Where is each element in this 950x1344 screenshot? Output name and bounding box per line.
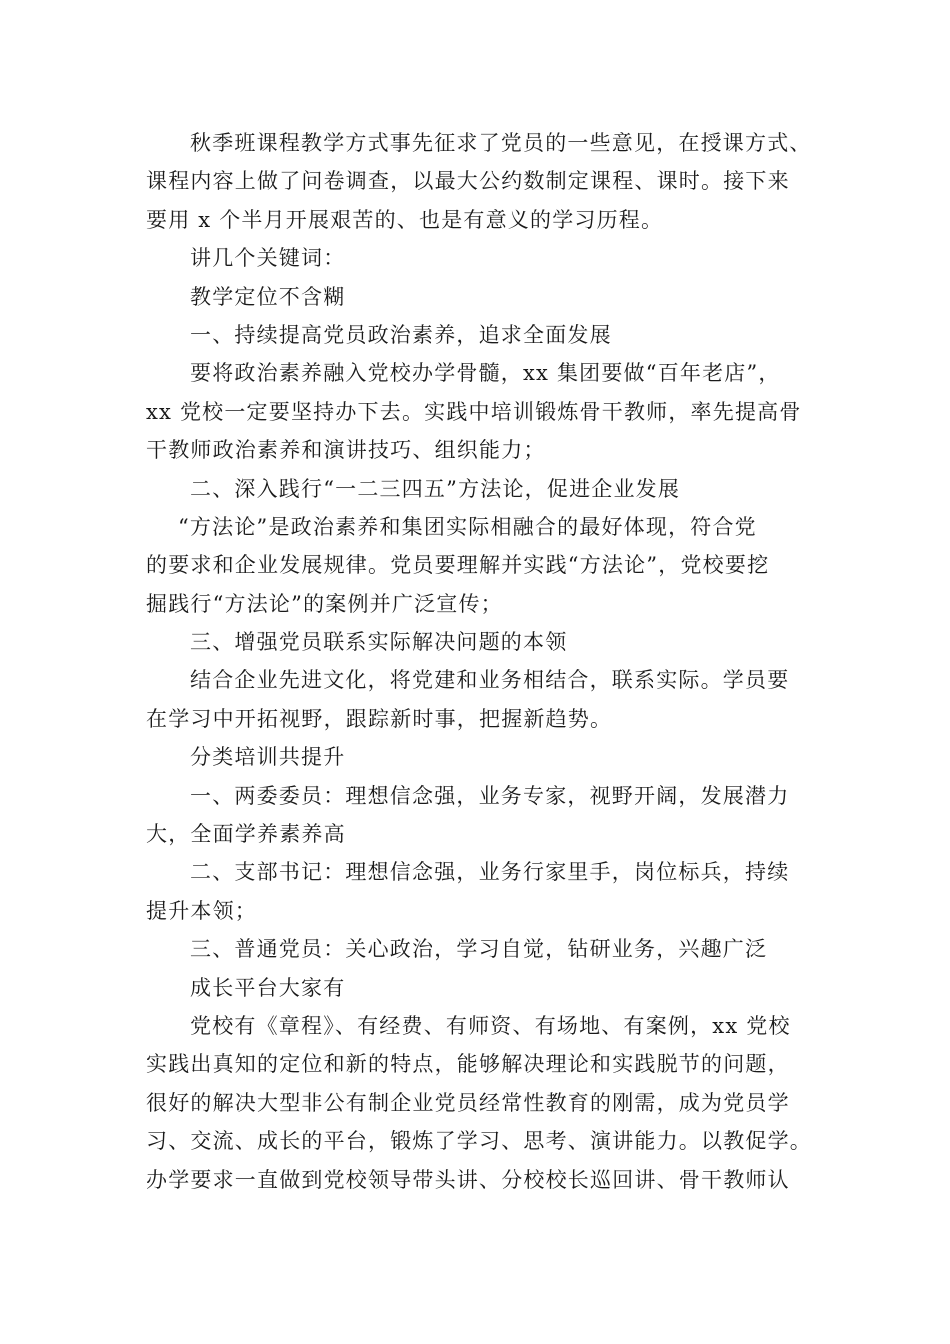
paragraph-line: 提升本领； (146, 898, 257, 923)
paragraph-line: 结合企业先进文化，将党建和业务相结合，联系实际。学员要 (190, 668, 790, 693)
paragraph-line: 习、交流、成长的平台，锻炼了学习、思考、演讲能力。以教促学。 (146, 1129, 812, 1154)
paragraph-line: 课程内容上做了问卷调查，以最大公约数制定课程、课时。接下来 (146, 169, 790, 194)
document-page (146, 124, 812, 1199)
paragraph-line: 实践出真知的定位和新的特点，能够解决理论和实践脱节的问题， (146, 1052, 790, 1077)
paragraph-line: 很好的解决大型非公有制企业党员经常性教育的刚需，成为党员学 (146, 1090, 790, 1115)
subheading: 三、增强党员联系实际解决问题的本领 (190, 630, 568, 655)
section-heading: 成长平台大家有 (190, 975, 346, 1000)
subheading: 二、深入践行“一二三四五”方法论，促进企业发展 (190, 476, 681, 501)
paragraph-line: 干教师政治素养和演讲技巧、组织能力； (146, 438, 546, 463)
paragraph-line: 三、普通党员：关心政治，学习自觉，钻研业务，兴趣广泛 (190, 937, 768, 962)
paragraph-line: 大，全面学养素养高 (146, 822, 346, 847)
paragraph-line: 办学要求一直做到党校领导带头讲、分校校长巡回讲、骨干教师认 (146, 1167, 790, 1192)
paragraph-line: 一、两委委员：理想信念强，业务专家，视野开阔，发展潜力 (190, 783, 790, 808)
paragraph-line: 掘践行“方法论”的案例并广泛宣传； (146, 591, 503, 616)
paragraph-line: 要将政治素养融入党校办学骨髓，xx 集团要做“百年老店”， (190, 361, 781, 386)
paragraph-line: 二、支部书记：理想信念强，业务行家里手，岗位标兵，持续 (190, 860, 790, 885)
paragraph-line: 在学习中开拓视野，跟踪新时事，把握新趋势。 (146, 706, 613, 731)
section-heading: 教学定位不含糊 (190, 284, 346, 309)
paragraph-line: 要用 x 个半月开展艰苦的、也是有意义的学习历程。 (146, 207, 664, 232)
section-heading: 分类培训共提升 (190, 745, 346, 770)
paragraph-line: “方法论”是政治素养和集团实际相融合的最好体现，符合党 (178, 514, 757, 539)
paragraph-line: 讲几个关键词： (190, 246, 346, 271)
paragraph-line: 秋季班课程教学方式事先征求了党员的一些意见，在授课方式、 (190, 131, 812, 155)
paragraph-line: 党校有《章程》、有经费、有师资、有场地、有案例，xx 党校 (190, 1013, 791, 1038)
paragraph-line: 的要求和企业发展规律。党员要理解并实践“方法论”，党校要挖 (146, 553, 770, 578)
subheading: 一、持续提高党员政治素养，追求全面发展 (190, 322, 612, 347)
paragraph-line: xx 党校一定要坚持办下去。实践中培训锻炼骨干教师，率先提高骨 (146, 399, 802, 424)
